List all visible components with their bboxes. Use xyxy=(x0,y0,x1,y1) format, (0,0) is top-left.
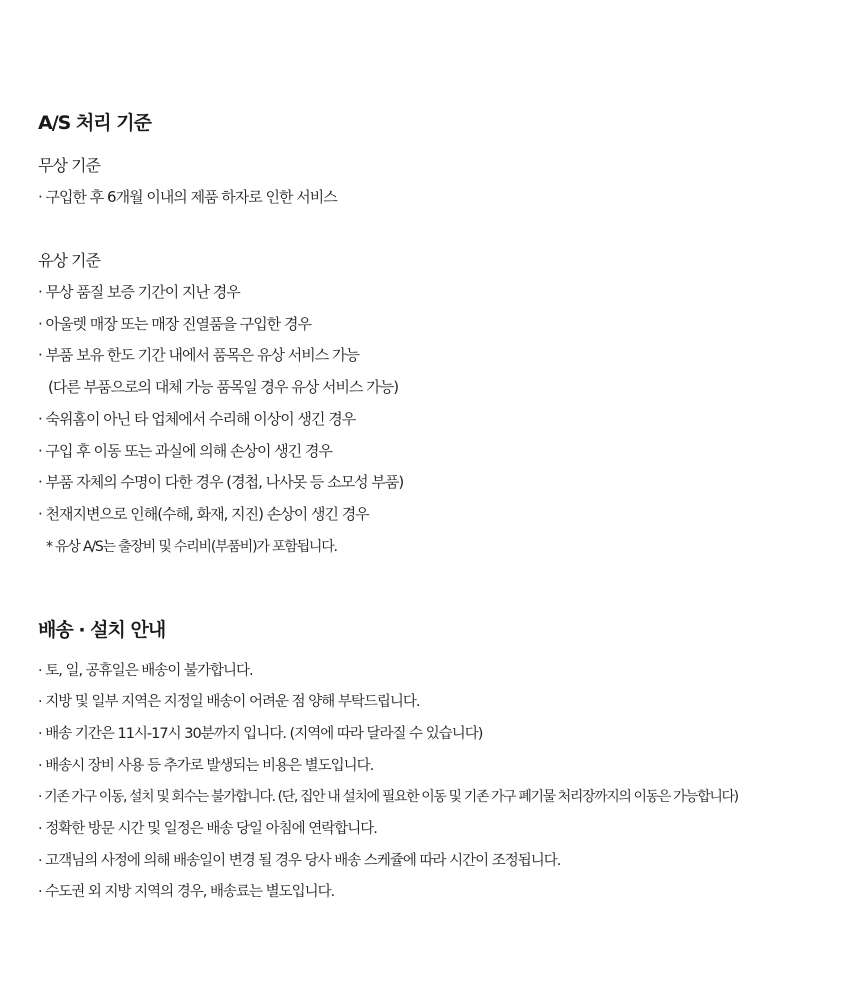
delivery-item: · 수도권 외 지방 지역의 경우, 배송료는 별도입니다. xyxy=(38,884,335,900)
paid-criteria-item: · 부품 보유 한도 기간 내에서 품목은 유상 서비스 가능 xyxy=(38,346,359,364)
paid-criteria-item: · 숙위홈이 아닌 타 업체에서 수리해 이상이 생긴 경우 xyxy=(38,410,356,428)
paid-criteria-note: * 유상 A/S는 출장비 및 수리비(부품비)가 포함됩니다. xyxy=(46,539,337,555)
paid-criteria-item: · 무상 품질 보증 기간이 지난 경우 xyxy=(38,283,240,301)
paid-criteria-title: 유상 기준 xyxy=(38,251,100,270)
paid-criteria-item: · 아울렛 매장 또는 매장 진열품을 구입한 경우 xyxy=(38,315,311,333)
paid-criteria-item: · 구입 후 이동 또는 과실에 의해 손상이 생긴 경우 xyxy=(38,442,332,460)
delivery-item: · 기존 가구 이동, 설치 및 회수는 불가합니다. (단, 집안 내 설치에 필요한 이동 및 기존 가구 폐기물 처리장까지의 이동은 가능합니다) xyxy=(38,789,738,805)
as-section-title: A/S 처리 기준 xyxy=(38,112,151,134)
paid-criteria-item-continuation: (다른 부품으로의 대체 가능 품목일 경우 유상 서비스 가능) xyxy=(48,378,399,396)
delivery-item: · 토, 일, 공휴일은 배송이 불가합니다. xyxy=(38,663,253,679)
delivery-item: · 배송시 장비 사용 등 추가로 발생되는 비용은 별도입니다. xyxy=(38,758,374,774)
delivery-item: · 지방 및 일부 지역은 지정일 배송이 어려운 점 양해 부탁드립니다. xyxy=(38,694,420,710)
paid-criteria-item: · 부품 자체의 수명이 다한 경우 (경첩, 나사못 등 소모성 부품) xyxy=(38,473,404,491)
delivery-item: · 고객님의 사정에 의해 배송일이 변경 될 경우 당사 배송 스케쥴에 따라 시간이 조정됩니다. xyxy=(38,853,561,869)
free-criteria-item: · 구입한 후 6개월 이내의 제품 하자로 인한 서비스 xyxy=(38,188,337,206)
delivery-section-title: 배송 · 설치 안내 xyxy=(38,619,166,641)
delivery-item: · 배송 기간은 11시-17시 30분까지 입니다. (지역에 따라 달라질 수 있습니다) xyxy=(38,726,483,742)
paid-criteria-item: · 천재지변으로 인해(수해, 화재, 지진) 손상이 생긴 경우 xyxy=(38,505,369,523)
delivery-item: · 정확한 방문 시간 및 일정은 배송 당일 아침에 연락합니다. xyxy=(38,821,377,837)
free-criteria-title: 무상 기준 xyxy=(38,156,100,175)
